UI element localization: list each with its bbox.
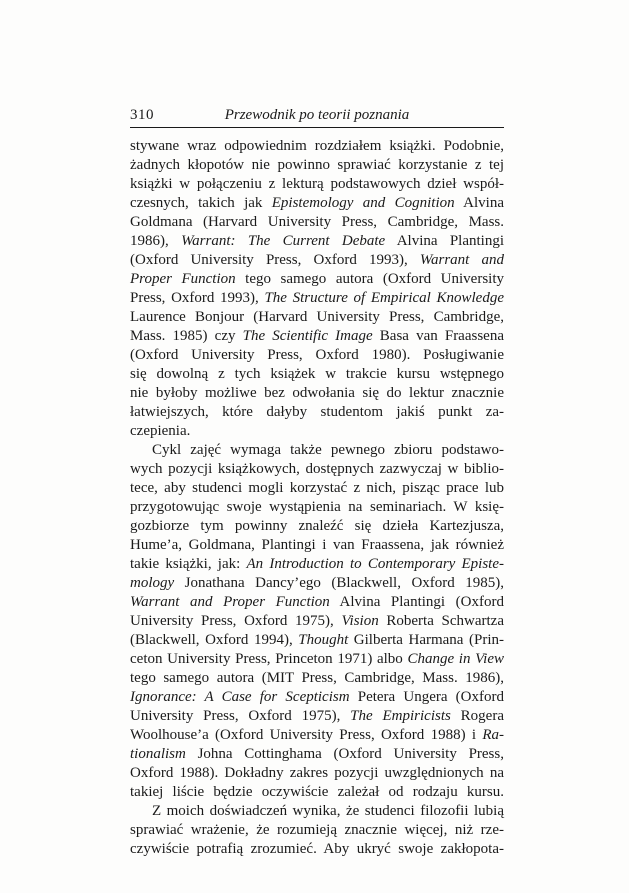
text-line bbox=[130, 384, 504, 403]
book-title-text: Epistemology and Cognition bbox=[271, 195, 455, 211]
body-text: University Press, Oxford 1975), bbox=[130, 708, 351, 724]
body-text: (Oxford University Press, Oxford 1980). Posługiwanie bbox=[130, 347, 504, 363]
text-line bbox=[130, 308, 504, 327]
text-line bbox=[130, 574, 504, 593]
body-text: takie książki, jak: bbox=[130, 556, 247, 572]
text-line bbox=[130, 536, 504, 555]
text-line bbox=[130, 593, 504, 612]
text-line bbox=[130, 650, 504, 669]
body-text: tego samego autora (Oxford University bbox=[235, 271, 504, 287]
book-title-text: Ignorance: A Case for Scepticism bbox=[130, 689, 350, 705]
body-text: 1986), bbox=[130, 233, 182, 249]
body-text: Z moich doświadczeń wynika, że studenci filozofii lubią bbox=[152, 803, 504, 819]
body-text: University Press, Oxford 1975), bbox=[130, 613, 342, 629]
text-line bbox=[130, 840, 504, 859]
text-line bbox=[130, 726, 504, 745]
body-text: gozbiorze tym powinny znaleźć się dzieła Kartezjusza, bbox=[130, 518, 504, 534]
body-text: (Oxford University Press, Oxford 1993), bbox=[130, 252, 420, 268]
text-line bbox=[130, 194, 504, 213]
text-line bbox=[130, 327, 504, 346]
book-title-text: Thought bbox=[298, 632, 349, 648]
book-title-text: Ra- bbox=[482, 727, 504, 743]
text-line bbox=[130, 555, 504, 574]
body-text: Petera Ungera (Oxford bbox=[349, 689, 504, 705]
body-text: żadnych kłopotów nie powinno sprawiać korzystanie z tej bbox=[130, 157, 504, 173]
book-title-text: mology bbox=[130, 575, 175, 591]
text-line bbox=[130, 517, 504, 536]
body-text: Basa van Fraassena bbox=[372, 328, 504, 344]
text-line bbox=[130, 669, 504, 688]
text-line bbox=[130, 479, 504, 498]
text-line bbox=[130, 156, 504, 175]
running-title: Przewodnik po teorii poznania bbox=[224, 107, 410, 123]
text-line bbox=[130, 365, 504, 384]
text-line bbox=[130, 175, 504, 194]
book-title-text: Proper Function bbox=[130, 271, 236, 287]
book-title-text: Change in View bbox=[407, 651, 504, 667]
body-text: Goldmana (Harvard University Press, Cambridge, Mass. bbox=[130, 214, 504, 230]
page-content bbox=[130, 105, 504, 859]
body-text: ceton University Press, Princeton 1971) albo bbox=[130, 651, 408, 667]
text-block bbox=[130, 137, 504, 859]
text-line bbox=[130, 460, 504, 479]
text-line bbox=[130, 745, 504, 764]
body-text: sprawiać wrażenie, że rozumieją znacznie więcej, niż rze- bbox=[130, 822, 504, 838]
book-title-text: An Introduction to Contemporary Episte- bbox=[246, 556, 504, 572]
header-divider bbox=[130, 127, 504, 128]
text-line bbox=[130, 783, 504, 802]
text-line bbox=[130, 764, 504, 783]
body-text: książki w połączeniu z lekturą podstawowych dzieł współ- bbox=[130, 176, 504, 192]
text-line bbox=[130, 707, 504, 726]
text-line bbox=[130, 688, 504, 707]
text-line bbox=[130, 631, 504, 650]
text-line bbox=[130, 270, 504, 289]
body-text: się dowolną z tych książek w trakcie kursu wstępnego bbox=[130, 366, 504, 382]
book-title-text: Warrant and bbox=[419, 252, 504, 268]
text-line bbox=[130, 821, 504, 840]
book-title-text: Warrant: The Current Debate bbox=[181, 233, 386, 249]
body-text: łatwiejszych, które dałyby studentom jakiś punkt za- bbox=[130, 404, 504, 420]
text-line bbox=[130, 232, 504, 251]
body-text: Hume’a, Goldmana, Plantingi i van Fraassena, jak również bbox=[130, 537, 504, 553]
body-text: Laurence Bonjour (Harvard University Press, Cambridge, bbox=[130, 309, 504, 325]
text-line bbox=[130, 422, 504, 441]
text-line bbox=[130, 137, 504, 156]
text-line bbox=[130, 403, 504, 422]
text-line bbox=[130, 289, 504, 308]
body-text: Roberta Schwartza bbox=[378, 613, 504, 629]
body-text: Johna Cottinghama (Oxford University Press, bbox=[185, 746, 504, 762]
running-header bbox=[130, 105, 504, 125]
page-number: 310 bbox=[130, 107, 154, 123]
body-text: tego samego autora (MIT Press, Cambridge, Mass. 1986), bbox=[130, 670, 504, 686]
text-line bbox=[130, 802, 504, 821]
body-text: Cykl zajęć wymaga także pewnego zbioru podstawo- bbox=[152, 442, 504, 458]
body-text: Oxford 1988). Dokładny zakres pozycji uwzględnionych na bbox=[130, 765, 504, 781]
text-line bbox=[130, 251, 504, 270]
body-text: czywiście potrafią zrozumieć. Aby ukryć swoje zakłopota- bbox=[130, 841, 504, 857]
body-text: czepienia. bbox=[130, 423, 191, 439]
book-title-text: Warrant and Proper Function bbox=[130, 594, 330, 610]
text-line bbox=[130, 498, 504, 517]
body-text: Press, Oxford 1993), bbox=[130, 290, 265, 306]
body-text: czesnych, takich jak bbox=[130, 195, 272, 211]
body-text: (Blackwell, Oxford 1994), bbox=[130, 632, 299, 648]
body-text: Mass. 1985) czy bbox=[130, 328, 243, 344]
body-text: Gilberta Harmana (Prin- bbox=[348, 632, 504, 648]
body-text: Alvina Plantingi bbox=[385, 233, 505, 249]
book-title-text: tionalism bbox=[130, 746, 186, 762]
body-text: Alvina Plantingi (Oxford bbox=[329, 594, 504, 610]
book-title-text: The Scientific Image bbox=[242, 328, 373, 344]
text-line bbox=[130, 346, 504, 365]
body-text: tece, aby studenci mogli korzystać z nich, pisząc prace lub bbox=[130, 480, 504, 496]
book-title-text: The Empiricists bbox=[350, 708, 451, 724]
book-title-text: The Structure of Empirical Knowledge bbox=[264, 290, 504, 306]
body-text: Jonathana Dancy’ego (Blackwell, Oxford 1985), bbox=[174, 575, 504, 591]
body-text: przygotowując swoje wystąpienia na seminariach. W księ- bbox=[130, 499, 504, 515]
body-text: wych pozycji książkowych, dostępnych zazwyczaj w biblio- bbox=[130, 461, 504, 477]
text-line bbox=[130, 441, 504, 460]
body-text: stywane wraz odpowiednim rozdziałem książki. Podobnie, bbox=[130, 138, 504, 154]
text-line bbox=[130, 612, 504, 631]
body-text: Woolhouse’a (Oxford University Press, Oxford 1988) i bbox=[130, 727, 483, 743]
book-title-text: Vision bbox=[341, 613, 379, 629]
text-line bbox=[130, 213, 504, 232]
body-text: Rogera bbox=[450, 708, 504, 724]
body-text: takiej liście będzie oczywiście zależał od rodzaju kursu. bbox=[130, 784, 504, 800]
body-text: Alvina bbox=[454, 195, 504, 211]
body-text: nie byłoby możliwe bez odwołania się do lektur znacznie bbox=[130, 385, 504, 401]
